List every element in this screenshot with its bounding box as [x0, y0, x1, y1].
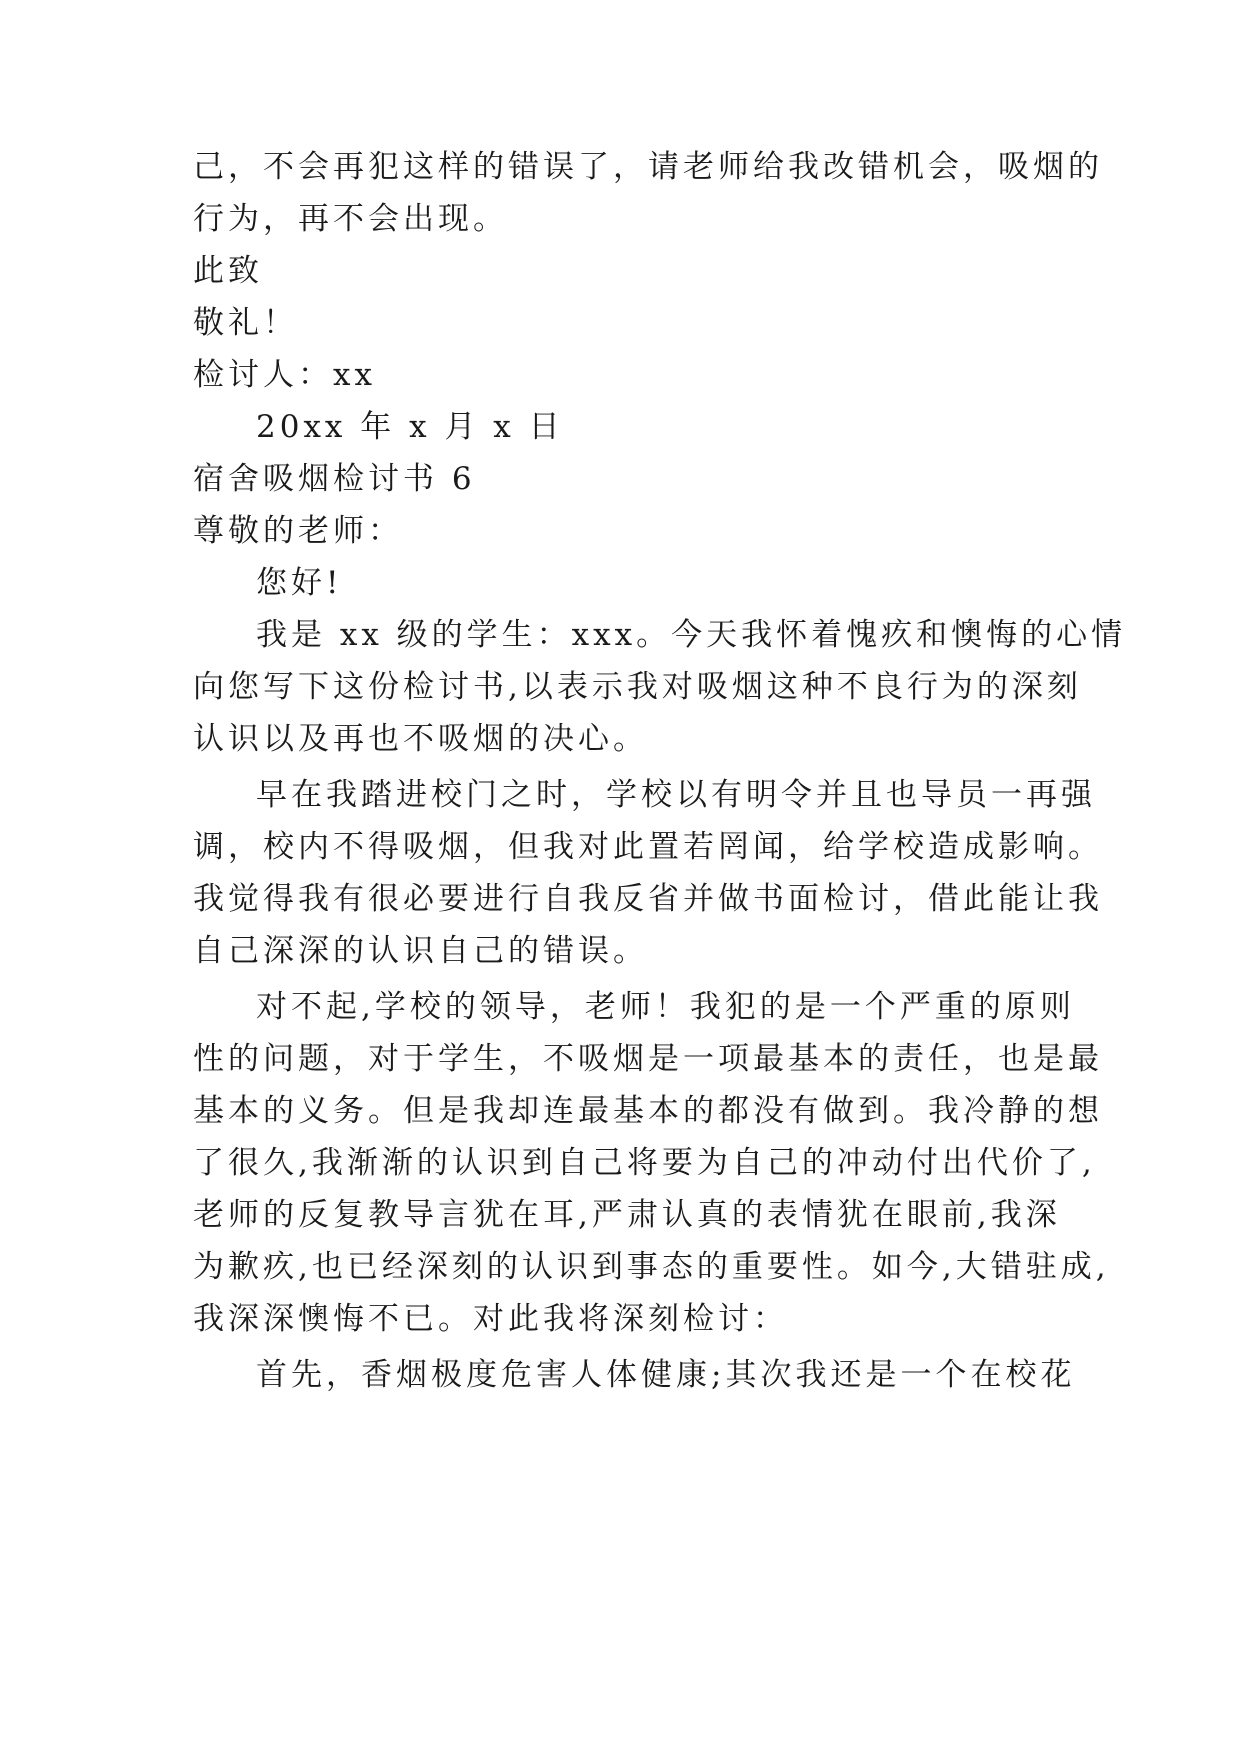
greeting-hello: 您好! [256, 565, 343, 601]
greeting: 尊敬的老师： [193, 513, 403, 549]
text-line: 调，校内不得吸烟，但我对此置若罔闻，给学校造成影响。 [193, 829, 1103, 865]
text-line: 为歉疚,也已经深刻的认识到事态的重要性。如今,大错驻成, [193, 1249, 1110, 1285]
paragraph-start: 早在我踏进校门之时，学校以有明令并且也导员一再强 [256, 777, 1096, 813]
closing-salutation: 此致 [193, 253, 263, 289]
paragraph-start: 首先，香烟极度危害人体健康;其次我还是一个在校花 [256, 1357, 1076, 1393]
paragraph-start: 我是 xx 级的学生：xxx。今天我怀着愧疚和懊悔的心情 [256, 617, 1127, 653]
text-line: 己，不会再犯这样的错误了，请老师给我改错机会，吸烟的 [193, 149, 1103, 185]
text-line: 了很久,我渐渐的认识到自己将要为自己的冲动付出代价了, [193, 1145, 1096, 1181]
text-line: 向您写下这份检讨书,以表示我对吸烟这种不良行为的深刻 [193, 669, 1082, 705]
text-line: 我深深懊悔不已。对此我将深刻检讨： [193, 1301, 788, 1337]
closing-respect: 敬礼！ [193, 305, 298, 341]
text-line: 自己深深的认识自己的错误。 [193, 933, 648, 969]
text-line: 老师的反复教导言犹在耳,严肃认真的表情犹在眼前,我深 [193, 1197, 1061, 1233]
date-line: 20xx 年 x 月 x 日 [256, 409, 564, 445]
text-line: 我觉得我有很必要进行自我反省并做书面检讨，借此能让我 [193, 881, 1103, 917]
text-line: 行为，再不会出现。 [193, 201, 508, 237]
signature-line: 检讨人：xx [193, 357, 376, 393]
text-line: 认识以及再也不吸烟的决心。 [193, 721, 648, 757]
paragraph-start: 对不起,学校的领导，老师！我犯的是一个严重的原则 [256, 989, 1075, 1025]
section-title: 宿舍吸烟检讨书 6 [193, 461, 476, 497]
text-line: 基本的义务。但是我却连最基本的都没有做到。我冷静的想 [193, 1093, 1103, 1129]
text-line: 性的问题，对于学生，不吸烟是一项最基本的责任，也是最 [193, 1041, 1103, 1077]
